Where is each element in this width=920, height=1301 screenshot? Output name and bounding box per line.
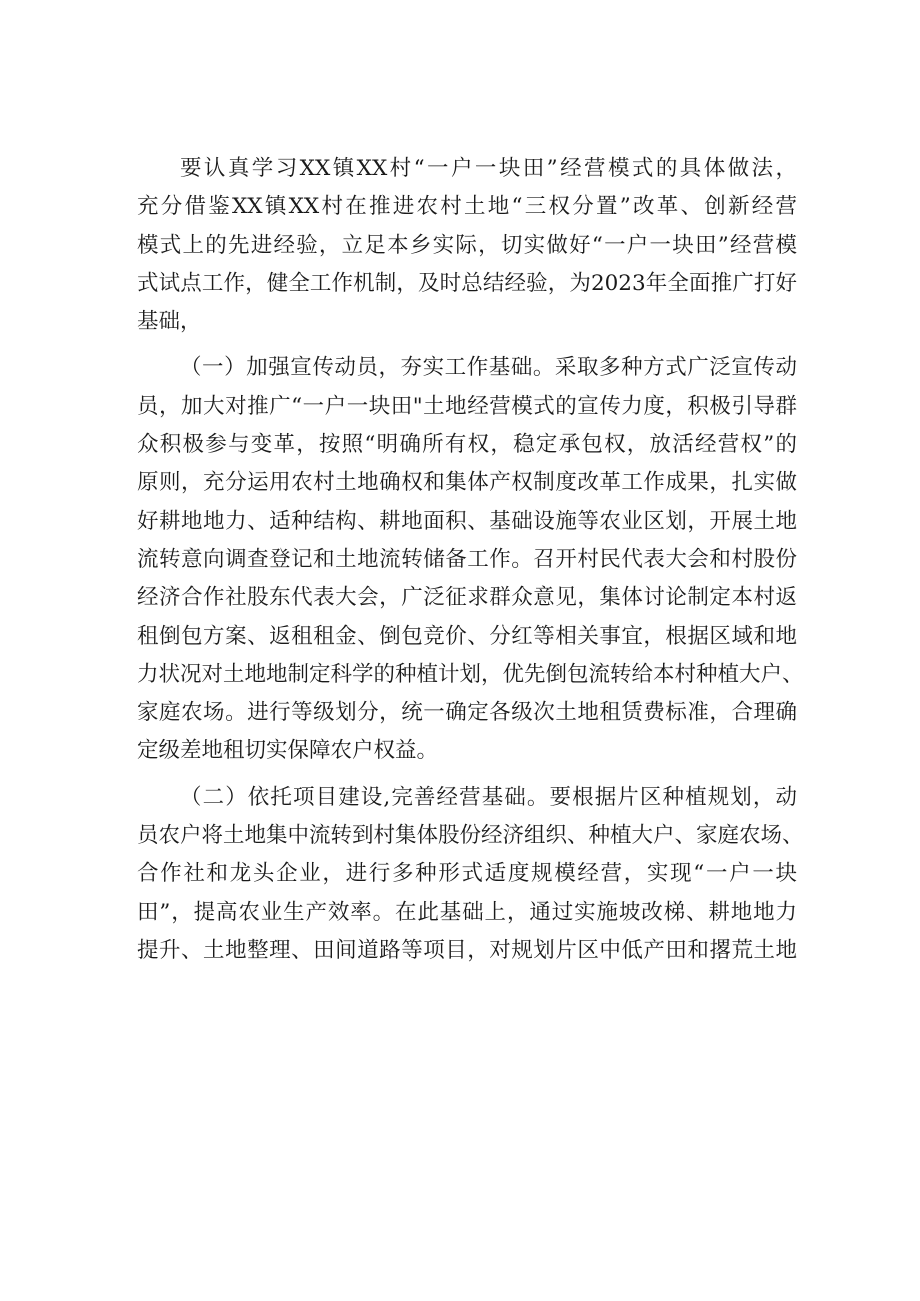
section-heading-line: （一）加强宣传动员，夯实工作基础。采取多种方式广泛宣传动 (180, 355, 797, 381)
document-body (137, 150, 804, 970)
text-line: 流转意向调查登记和土地流转储备工作。召开村民代表大会和村股份 (137, 546, 797, 572)
section-heading-line: （二）依托项目建设,完善经营基础。要根据片区种植规划，动 (180, 784, 797, 810)
text-line: 式试点工作，健全工作机制，及时总结经验，为2023年全面推广打好 (137, 270, 797, 296)
text-line: 充分借鉴XX镇XX村在推进农村土地“三权分置”改革、创新经营 (137, 194, 797, 220)
text-line: 家庭农场。进行等级划分，统一确定各级次土地租赁费标准，合理确 (137, 700, 797, 726)
text-line: 员，加大对推广“一户一块田"土地经营模式的宣传力度，积极引导群 (137, 393, 797, 419)
paragraph-section-1 (137, 349, 804, 770)
paragraph-intro (137, 150, 797, 341)
text-line: 定级差地租切实保障农户权益。 (137, 738, 439, 764)
text-line: 合作社和龙头企业，进行多种形式适度规模经营，实现“一户一块 (137, 861, 797, 887)
text-line: 好耕地地力、适种结构、耕地面积、基础设施等农业区划，开展土地 (137, 508, 797, 534)
text-line: 力状况对土地地制定科学的种植计划，优先倒包流转给本村种植大户、 (137, 661, 804, 687)
paragraph-section-2 (137, 779, 804, 970)
text-line: 员农户将土地集中流转到村集体股份经济组织、种植大户、家庭农场、 (137, 823, 804, 849)
text-line: 要认真学习XX镇XX村“一户一块田”经营模式的具体做法， (180, 156, 797, 181)
text-line: 模式上的先进经验，立足本乡实际，切实做好“一户一块田”经营模 (137, 232, 797, 258)
text-line: 提升、土地整理、田间道路等项目，对规划片区中低产田和撂荒土地 (137, 937, 797, 963)
text-line: 原则，充分运用农村土地确权和集体产权制度改革工作成果，扎实做 (137, 470, 797, 496)
text-line: 基础， (137, 309, 202, 335)
text-line: 众积极参与变革，按照“明确所有权，稳定承包权，放活经营权”的 (137, 432, 797, 458)
text-line: 田”，提高农业生产效率。在此基础上，通过实施坡改梯、耕地地力 (137, 899, 797, 925)
text-line: 租倒包方案、返租租金、倒包竞价、分红等相关事宜，根据区域和地 (137, 623, 797, 649)
text-line: 经济合作社股东代表大会，广泛征求群众意见，集体讨论制定本村返 (137, 585, 797, 611)
